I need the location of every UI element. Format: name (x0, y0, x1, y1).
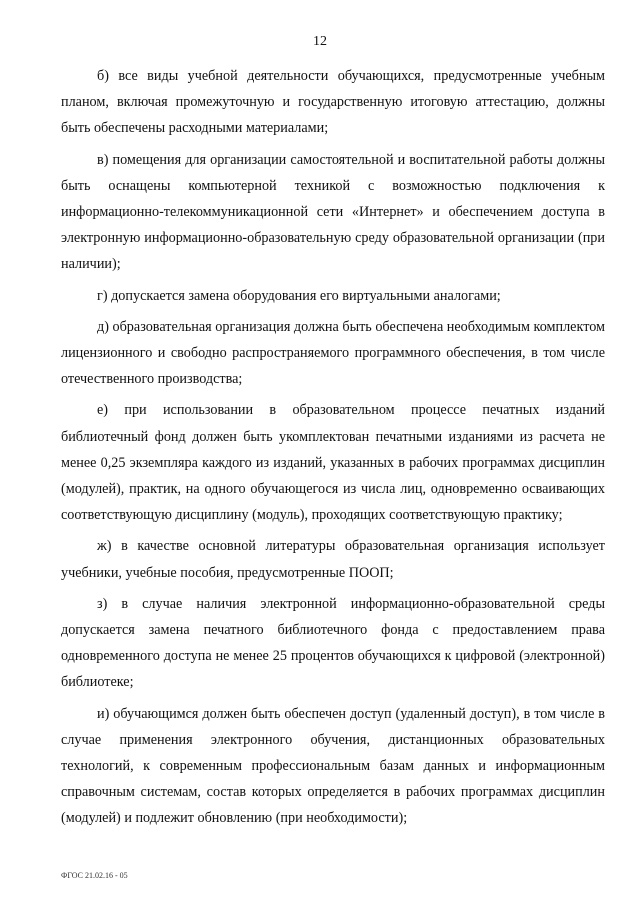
document-body (61, 63, 605, 837)
paragraph-v: в) помещения для организации самостоятельной и воспитательной работы должны быть оснащены компьютерной техникой с возможностью подключения к информационно-телекоммуникационной сети «Интернет» и обеспечением доступа в электронную информационно-образовательную среду образовательной организации (при наличии); (61, 151, 605, 273)
paragraph-i: и) обучающимся должен быть обеспечен доступ (удаленный доступ), в том числе в случае применения электронного обучения, дистанционных образовательных технологий, к современным профессиональным базам данных и информационным справочным системам, состав которых определяется в рабочих программах дисциплин (модулей) и подлежит обновлению (при необходимости); (61, 705, 605, 827)
paragraph-b: б) все виды учебной деятельности обучающихся, предусмотренные учебным планом, включая промежуточную и государственную итоговую аттестацию, должны быть обеспечены расходными материалами; (61, 68, 605, 137)
paragraph-z: з) в случае наличия электронной информационно-образовательной среды допускается замена печатного библиотечного фонда с предоставлением права одновременного доступа не менее 25 процентов обучающихся к цифровой (электронной) библиотеке; (61, 595, 605, 691)
paragraph-e: е) при использовании в образовательном процессе печатных изданий библиотечный фонд должен быть укомплектован печатными изданиями из расчета не менее 0,25 экземпляра каждого из изданий, указанных в рабочих программах дисциплин (модулей), практик, на одного обучающегося из числа лиц, одновременно осваивающих соответствующую дисциплину (модуль), проходящих соответствующую практику; (61, 402, 605, 524)
document-code-footer: ФГОС 21.02.16 - 05 (61, 871, 128, 880)
page-number: 12 (313, 34, 327, 49)
paragraph-d: д) образовательная организация должна быть обеспечена необходимым комплектом лицензионного и свободно распространяемого программного обеспечения, в том числе отечественного производства; (61, 318, 606, 388)
paragraph-zh: ж) в качестве основной литературы образовательная организация использует учебники, учебные пособия, предусмотренные ПООП; (61, 538, 605, 581)
paragraph-g: г) допускается замена оборудования его виртуальными аналогами; (97, 287, 501, 304)
